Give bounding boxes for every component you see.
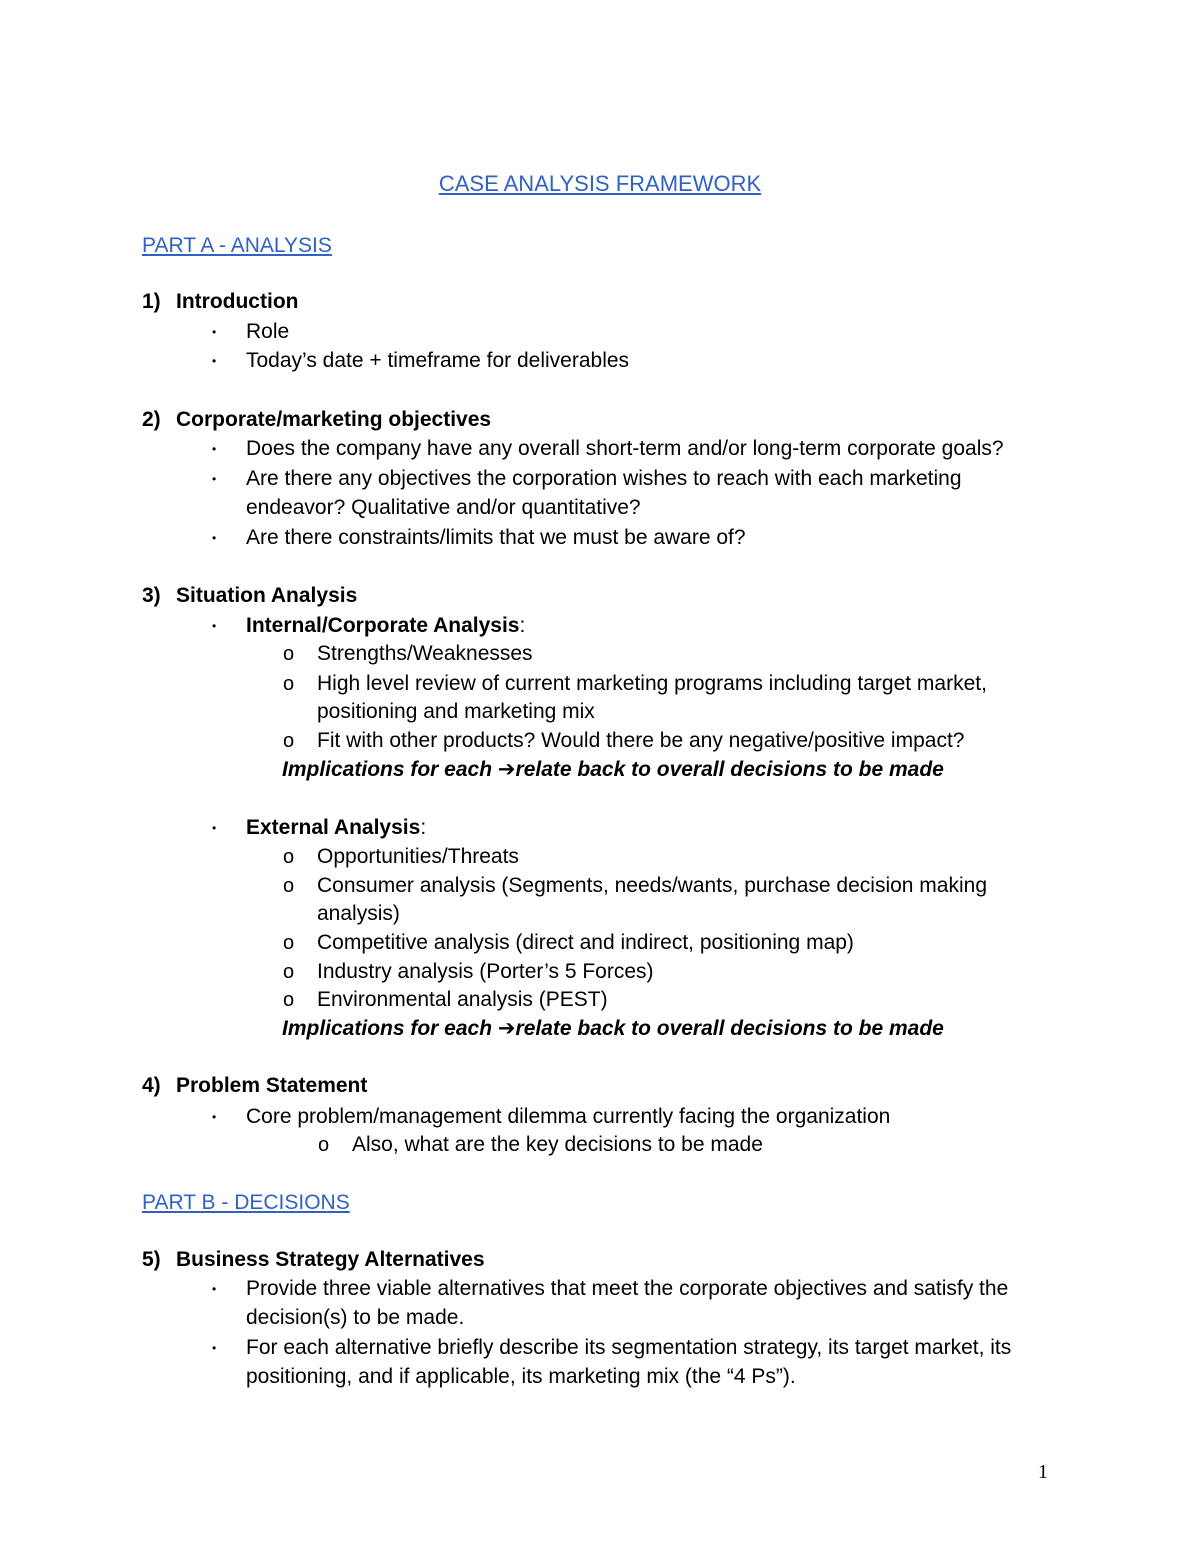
list-item-continued: positioning, and if applicable, its marketing mix (the “4 Ps”). <box>246 1365 796 1388</box>
document-title: CASE ANALYSIS FRAMEWORK <box>438 171 762 196</box>
bullet-icon: • <box>212 821 217 835</box>
sub-list-item-continued: analysis) <box>317 902 400 925</box>
section-2-heading: Corporate/marketing objectives <box>176 408 492 431</box>
sub-list-item-continued: positioning and marketing mix <box>317 700 595 723</box>
sub-list-item: Consumer analysis (Segments, needs/wants, purchase decision making <box>317 874 988 897</box>
bullet-icon: • <box>212 1110 217 1124</box>
section-1-heading: Introduction <box>176 290 299 313</box>
list-item: Are there any objectives the corporation wishes to reach with each marketing <box>246 467 962 490</box>
sub-bullet-icon: o <box>283 961 295 983</box>
list-item-continued: endeavor? Qualitative and/or quantitative? <box>246 496 641 519</box>
external-analysis-label: External Analysis: <box>246 816 427 839</box>
internal-analysis-label: Internal/Corporate Analysis: <box>246 614 526 637</box>
sub-bullet-icon: o <box>283 989 295 1011</box>
sub-bullet-icon: o <box>283 875 295 897</box>
bullet-icon: • <box>212 531 217 545</box>
sub-list-item: Environmental analysis (PEST) <box>317 988 608 1011</box>
arrow-icon: ➔ <box>497 758 516 781</box>
bullet-icon: • <box>212 354 217 368</box>
section-3-number: 3) <box>142 584 161 607</box>
sub-bullet-icon: o <box>283 932 295 954</box>
list-item-continued: decision(s) to be made. <box>246 1306 465 1329</box>
bullet-icon: • <box>212 472 217 486</box>
sub-list-item: Competitive analysis (direct and indirect, positioning map) <box>317 931 854 954</box>
sub-list-item: Opportunities/Threats <box>317 845 519 868</box>
section-1-number: 1) <box>142 290 161 313</box>
section-5-number: 5) <box>142 1248 161 1271</box>
sub-list-item: Strengths/Weaknesses <box>317 642 533 665</box>
sub-list-item: Industry analysis (Porter’s 5 Forces) <box>317 960 654 983</box>
page-number: 1 <box>1038 1461 1048 1483</box>
sub-list-item: High level review of current marketing programs including target market, <box>317 672 987 695</box>
sub-list-item: Also, what are the key decisions to be made <box>352 1133 763 1156</box>
section-5-heading: Business Strategy Alternatives <box>176 1248 485 1271</box>
sub-bullet-icon: o <box>283 673 295 695</box>
list-item: Role <box>246 320 290 343</box>
bullet-icon: • <box>212 442 217 456</box>
section-4-heading: Problem Statement <box>176 1074 368 1097</box>
section-2-number: 2) <box>142 408 161 431</box>
bullet-icon: • <box>212 1341 217 1355</box>
part-a-heading: PART A - ANALYSIS <box>142 234 332 257</box>
list-item: Provide three viable alternatives that meet the corporate objectives and satisfy the <box>246 1277 1009 1300</box>
list-item: Core problem/management dilemma currently facing the organization <box>246 1105 891 1128</box>
list-item: Does the company have any overall short-term and/or long-term corporate goals? <box>246 437 1004 460</box>
implications-note: Implications for each ➔relate back to overall decisions to be made <box>282 1017 944 1040</box>
list-item: For each alternative briefly describe its segmentation strategy, its target market, its <box>246 1336 1012 1359</box>
part-b-heading: PART B - DECISIONS <box>142 1191 350 1214</box>
list-item: Are there constraints/limits that we must be aware of? <box>246 526 746 549</box>
sub-bullet-icon: o <box>283 730 295 752</box>
bullet-icon: • <box>212 619 217 633</box>
arrow-icon: ➔ <box>497 1017 516 1040</box>
section-3-heading: Situation Analysis <box>176 584 358 607</box>
bullet-icon: • <box>212 1282 217 1296</box>
sub-bullet-icon: o <box>318 1134 330 1156</box>
sub-list-item: Fit with other products? Would there be any negative/positive impact? <box>317 729 965 752</box>
sub-bullet-icon: o <box>283 846 295 868</box>
implications-note: Implications for each ➔relate back to overall decisions to be made <box>282 758 944 781</box>
list-item: Today’s date + timeframe for deliverables <box>246 349 630 372</box>
sub-bullet-icon: o <box>283 643 295 665</box>
bullet-icon: • <box>212 325 217 339</box>
section-4-number: 4) <box>142 1074 161 1097</box>
